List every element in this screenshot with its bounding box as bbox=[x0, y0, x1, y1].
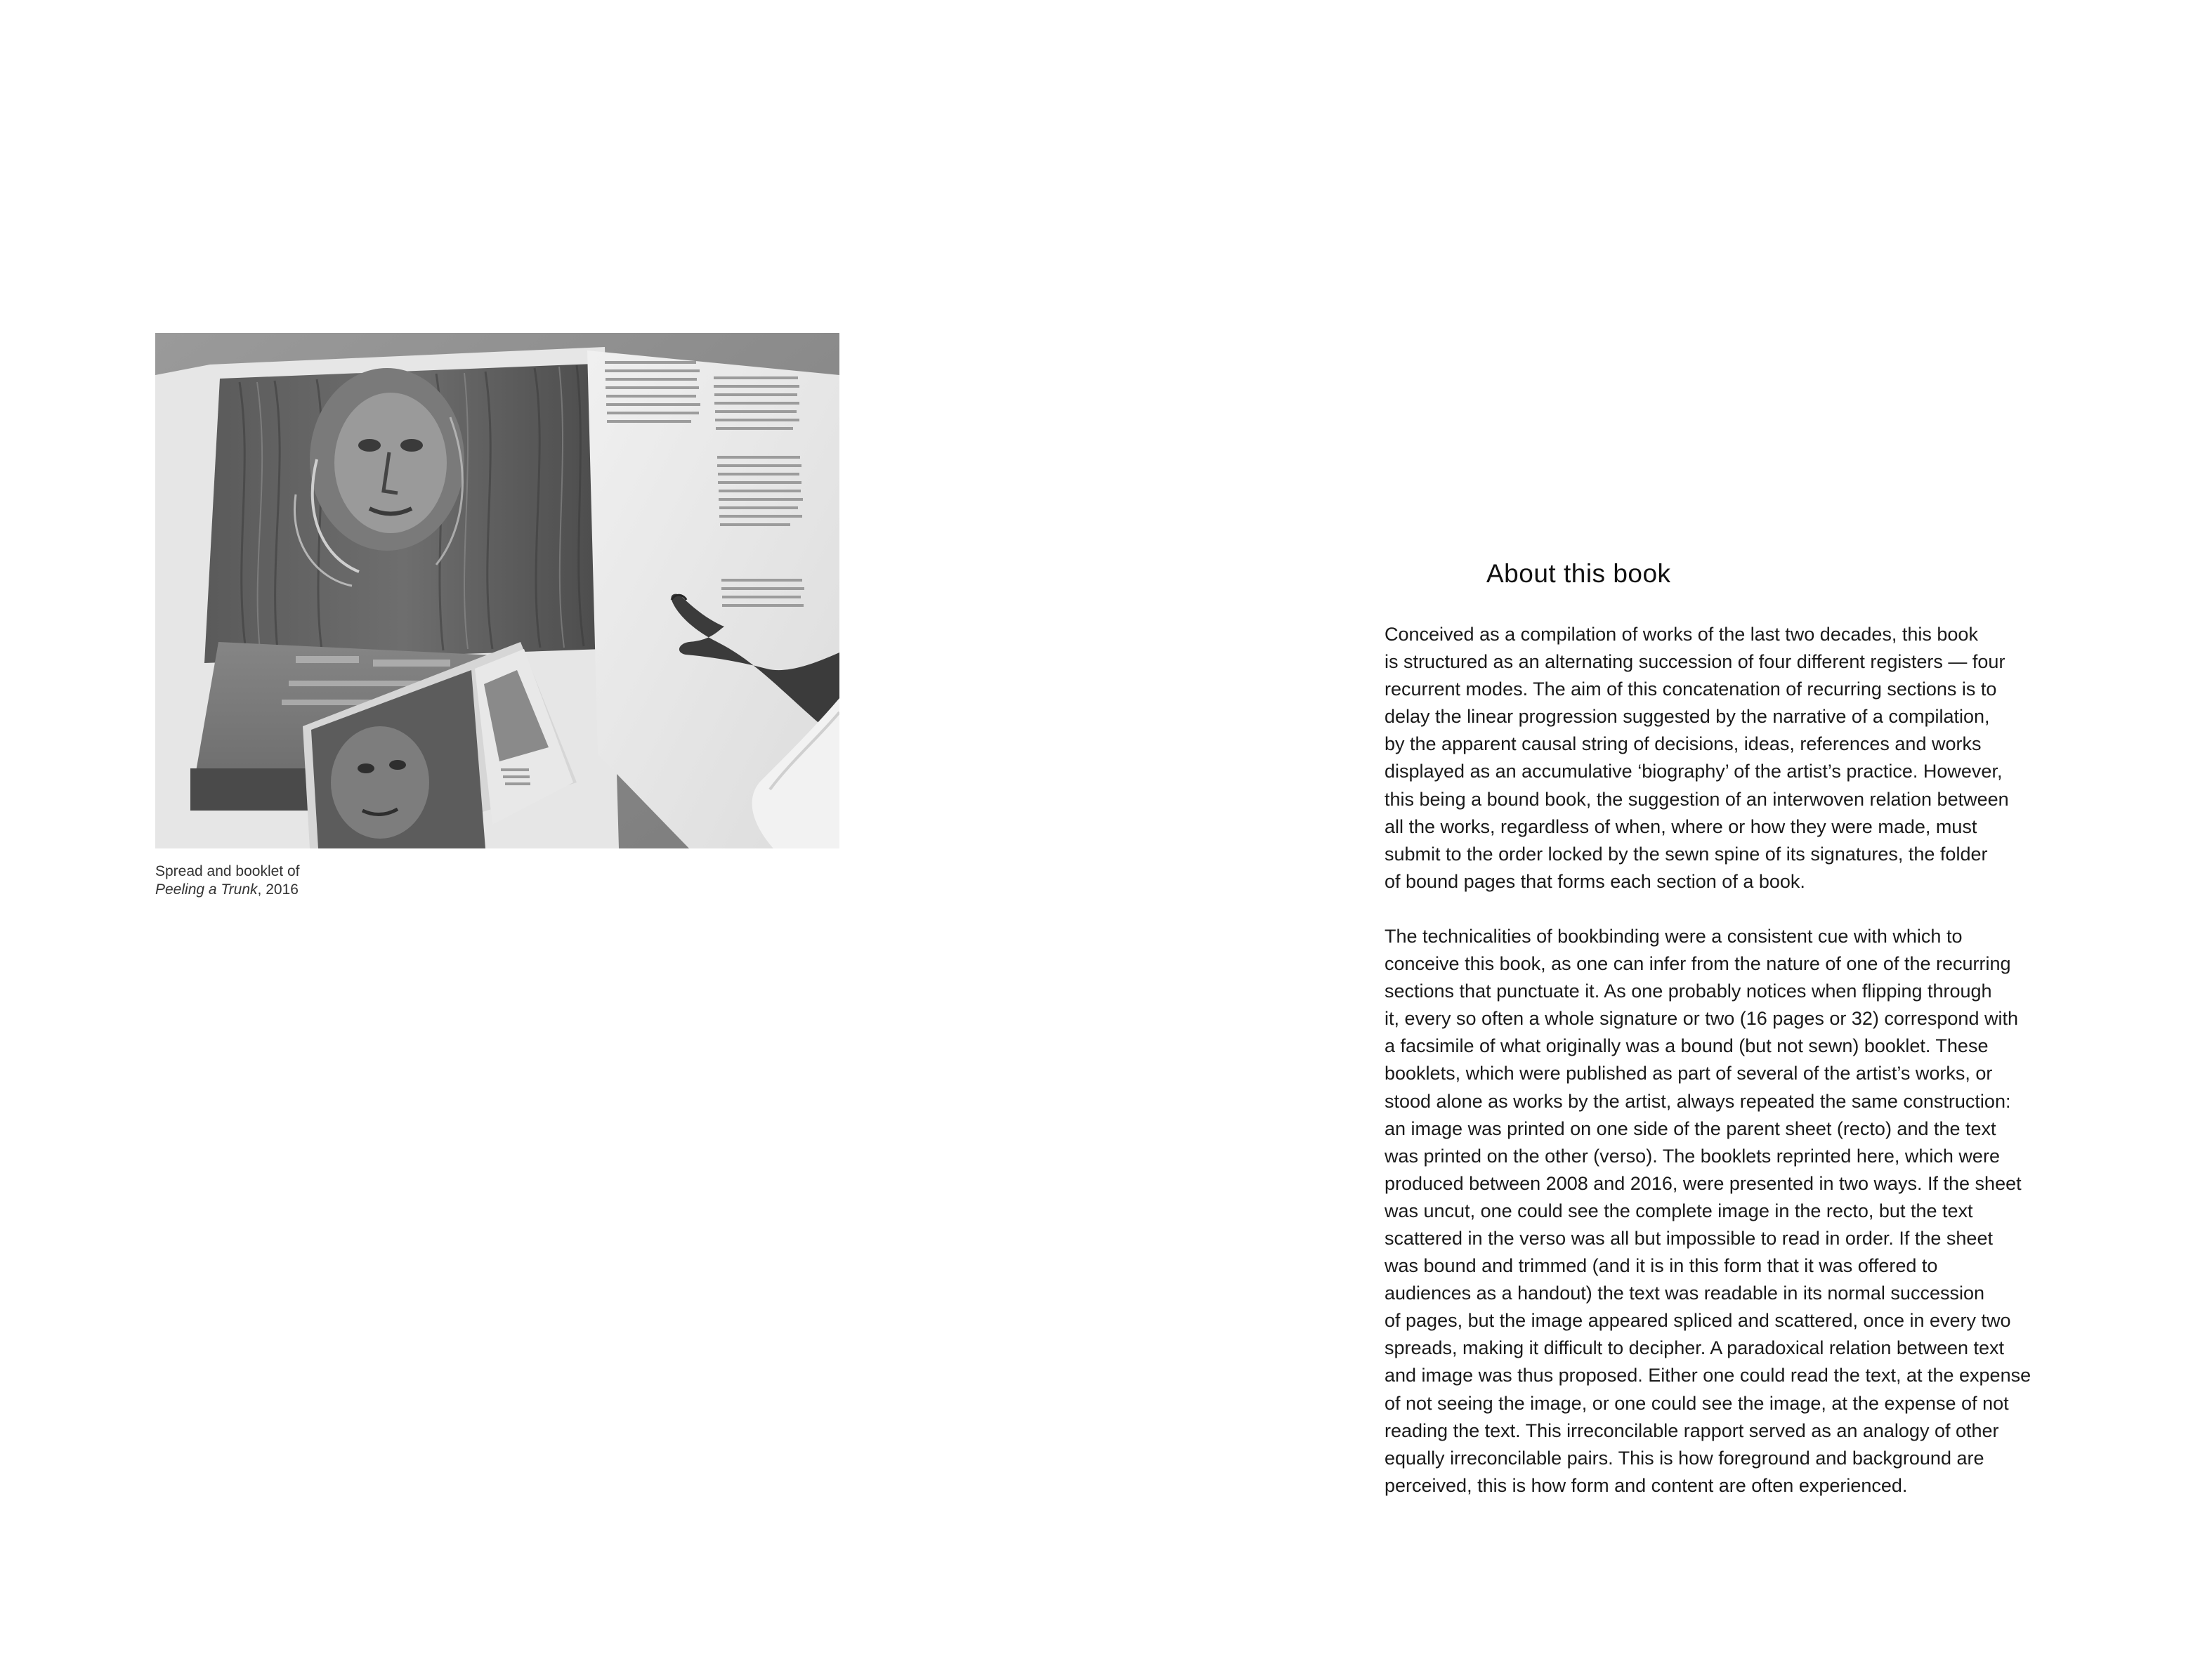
text-line: by the apparent causal string of decisions, ideas, references and works bbox=[1385, 733, 1982, 755]
text-line: is structured as an alternating succession of four different registers — four bbox=[1385, 651, 2005, 673]
text-line: sections that punctuate it. As one probably notices when flipping through bbox=[1385, 981, 1992, 1002]
text-line: stood alone as works by the artist, always repeated the same construction: bbox=[1385, 1090, 2011, 1112]
text-line: was uncut, one could see the complete image in the recto, but the text bbox=[1385, 1200, 1973, 1221]
section-heading: About this book bbox=[1486, 559, 1671, 588]
text-line: spreads, making it difficult to decipher. A paradoxical relation between text bbox=[1385, 1337, 2005, 1359]
paragraph-1 bbox=[1385, 621, 2087, 896]
text-line: submit to the order locked by the sewn spine of its signatures, the folder bbox=[1385, 843, 1988, 865]
body-text bbox=[1385, 621, 2087, 1500]
caption-work-year: , 2016 bbox=[257, 881, 299, 898]
text-line: reading the text. This irreconcilable rapport served as an analogy of other bbox=[1385, 1419, 1999, 1441]
text-line: of not seeing the image, or one could see the image, at the expense of not bbox=[1385, 1392, 2009, 1414]
text-line: perceived, this is how form and content are often experienced. bbox=[1385, 1474, 1908, 1496]
text-line: and image was thus proposed. Either one could read the text, at the expense bbox=[1385, 1365, 2031, 1386]
text-line: was printed on the other (verso). The booklets reprinted here, which were bbox=[1385, 1145, 2000, 1167]
text-line: scattered in the verso was all but impossible to read in order. If the sheet bbox=[1385, 1227, 1993, 1249]
photo-spread-and-booklet bbox=[155, 333, 839, 848]
text-line: produced between 2008 and 2016, were presented in two ways. If the sheet bbox=[1385, 1172, 2022, 1194]
text-line: an image was printed on one side of the parent sheet (recto) and the text bbox=[1385, 1117, 1996, 1139]
text-line: recurrent modes. The aim of this concatenation of recurring sections is to bbox=[1385, 678, 1997, 700]
text-line: displayed as an accumulative ‘biography’ of the artist’s practice. However, bbox=[1385, 761, 2003, 782]
text-line: was bound and trimmed (and it is in this form that it was offered to bbox=[1385, 1255, 1938, 1277]
caption-line-2 bbox=[155, 881, 577, 899]
text-line: The technicalities of bookbinding were a consistent cue with which to bbox=[1385, 925, 1963, 947]
text-line: audiences as a handout) the text was readable in its normal succession bbox=[1385, 1283, 1984, 1304]
text-line: equally irreconcilable pairs. This is how foreground and background are bbox=[1385, 1447, 1984, 1469]
text-line: it, every so often a whole signature or two (16 pages or 32) correspond with bbox=[1385, 1008, 2018, 1030]
paragraph-2 bbox=[1385, 923, 2087, 1500]
photo-illustration bbox=[155, 333, 839, 848]
text-line: of bound pages that forms each section of a book. bbox=[1385, 870, 1805, 892]
caption-work-title: Peeling a Trunk bbox=[155, 881, 258, 898]
text-line: all the works, regardless of when, where or how they were made, must bbox=[1385, 815, 1977, 837]
text-line: this being a bound book, the suggestion of an interwoven relation between bbox=[1385, 788, 2009, 810]
text-line: delay the linear progression suggested by the narrative of a compilation, bbox=[1385, 706, 1990, 728]
caption-line-1: Spread and booklet of bbox=[155, 863, 300, 879]
text-line: Conceived as a compilation of works of the last two decades, this book bbox=[1385, 624, 1978, 645]
text-line: a facsimile of what originally was a bound (but not sewn) booklet. These bbox=[1385, 1035, 1989, 1057]
text-line: conceive this book, as one can infer from the nature of one of the recurring bbox=[1385, 953, 2011, 975]
text-line: of pages, but the image appeared spliced and scattered, once in every two bbox=[1385, 1310, 2011, 1332]
text-line: booklets, which were published as part of several of the artist’s works, or bbox=[1385, 1063, 1993, 1084]
figure-caption bbox=[155, 863, 577, 899]
